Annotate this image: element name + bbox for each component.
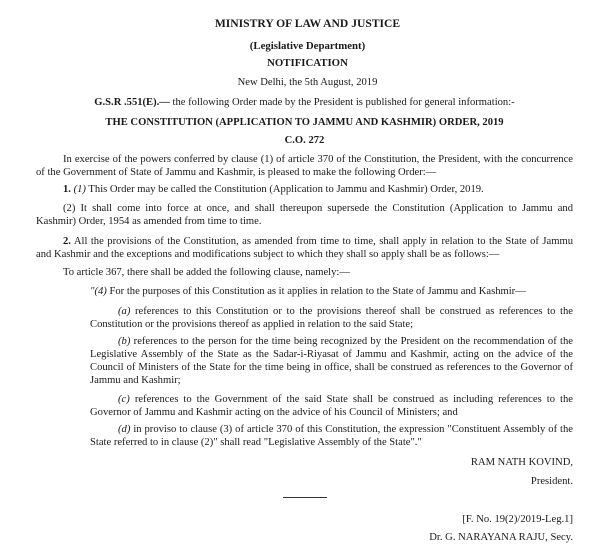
subclause-d (36, 424, 573, 450)
para-2-num: 2. (63, 236, 71, 247)
clause-4-open: "(4) (90, 286, 107, 297)
subclause-d-text: in proviso to clause (3) of article 370 of this Constitution, the expression "Constituent Assembly of the State referred to in clause (2)" shall read "Legislative Assembly of the State"." (90, 424, 573, 448)
subclause-b (36, 336, 573, 388)
clause-4-text: For the purposes of this Constitution as it applies in relation to the State of Jammu and Kashmir— (106, 286, 526, 297)
subclause-c-label: (c) (118, 394, 130, 405)
para-2 (36, 236, 573, 262)
preamble: In exercise of the powers conferred by clause (1) of article 370 of the Constitution, the President, with the concurrence of the Government of State of Jammu and Kashmir, is pleased to make the following Order:— (36, 154, 573, 178)
subclause-a-text: references to this Constitution or to the provisions thereof shall be construed as references to the Constitution or the provisions thereof as applied in relation to the said State; (90, 306, 573, 330)
co-number: C.O. 272 (284, 135, 325, 146)
signatory-name: RAM NATH KOVIND, (470, 457, 573, 468)
clause-4 (36, 286, 573, 299)
subclause-c-text: references to the Government of the said State shall be construed as including references to the Governor of Jammu and Kashmir acting on the advice of his Council of Ministers; and (90, 394, 573, 418)
subclause-d-label: (d) (118, 424, 131, 435)
subclause-a (36, 306, 573, 332)
signatory-title: President. (530, 476, 573, 487)
gsr-number: G.S.R .551(E).— (94, 97, 170, 108)
notification-heading: NOTIFICATION (267, 57, 348, 69)
para-1-text: This Order may be called the Constitution (Application to Jammu and Kashmir) Order, 2019. (85, 184, 484, 195)
subclause-a-label: (a) (118, 306, 131, 317)
para-1 (36, 184, 573, 197)
subclause-b-text: references to the person for the time being recognized by the President on the recommendation of the Legislative Assembly of the State as the Sadar-i-Riyasat of Jammu and Kashmir, acting on the advice of the Council of Ministers of the State for the time being in office, shall be construed as references to the Governor of Jammu and Kashmir; (90, 336, 573, 386)
department-heading: (Legislative Department) (249, 40, 366, 52)
gsr-line (36, 97, 573, 110)
subclause-b-label: (b) (118, 336, 131, 347)
divider-rule (283, 497, 327, 498)
file-number: [F. No. 19(2)/2019-Leg.1] (462, 514, 573, 525)
subclause-c (36, 394, 573, 420)
secretary-signature: Dr. G. NARAYANA RAJU, Secy. (429, 532, 573, 543)
order-title: THE CONSTITUTION (APPLICATION TO JAMMU AND KASHMIR) ORDER, 2019 (105, 117, 504, 128)
ministry-heading: MINISTRY OF LAW AND JUSTICE (214, 17, 401, 30)
para-1-sub: (1) (73, 184, 86, 195)
para-1-num: 1. (63, 184, 71, 195)
article-367-line: To article 367, there shall be added the following clause, namely:— (63, 267, 350, 278)
place-date: New Delhi, the 5th August, 2019 (237, 77, 378, 88)
gsr-text: the following Order made by the President is published for general information:- (169, 97, 515, 108)
para-1-2: (2) It shall come into force at once, and shall thereupon supersede the Constitution (Application to Jammu and Kashmir) Order, 1954 as amended from time to time. (36, 203, 573, 227)
para-2-text: All the provisions of the Constitution, as amended from time to time, shall apply in relation to the State of Jammu and Kashmir and the exceptions and modifications subject to which they shall so apply shall be as follows:— (36, 236, 573, 260)
